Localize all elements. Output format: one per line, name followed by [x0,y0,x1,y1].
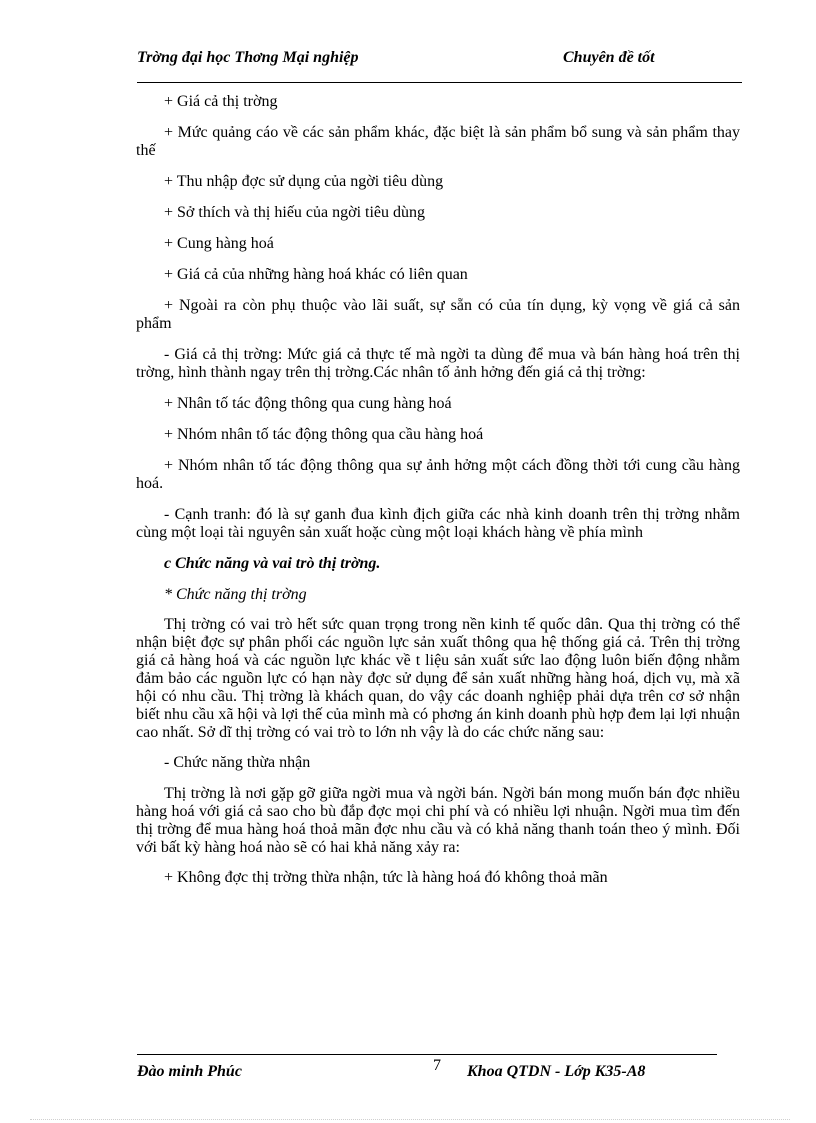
page-header [137,48,742,83]
page-number: 7 [433,1057,441,1074]
header-school: Trờng đại học Thơng Mại nghiệp [137,49,359,66]
bullet-demand-factors: + Nhóm nhân tố tác động thông qua cầu hàng hoá [164,426,484,443]
header-doc-title: Chuyên đề tốt [563,49,655,66]
bullet-income: + Thu nhập đợc sử dụng của ngời tiêu dùng [164,173,444,190]
bullet-not-recognized: + Không đợc thị trờng thừa nhận, tức là hàng hoá đó không thoả mãn [164,869,608,886]
paragraph-market-price: - Giá cả thị trờng: Mức giá cả thực tế mà ngời ta dùng để mua và bán hàng hoá trên thị trờng, hình thành ngay trên thị trờng.Các nhân tố ảnh hởng đến giá cả thị trờng: [136,346,740,381]
bullet-other-factors: + Ngoài ra còn phụ thuộc vào lãi suất, sự sẵn có của tín dụng, kỳ vọng về giá cả sản phẩm [136,297,740,332]
section-heading: c Chức năng và vai trò thị trờng. [164,555,381,572]
page-footer [137,1054,717,1085]
subsection-heading: * Chức năng thị trờng [164,586,307,603]
bullet-supply-factors: + Nhân tố tác động thông qua cung hàng hoá [164,395,452,412]
bullet-advertising: + Mức quảng cáo về các sản phẩm khác, đặc biệt là sản phẩm bổ sung và sản phẩm thay thế [136,124,740,159]
bullet-supply: + Cung hàng hoá [164,235,274,252]
paragraph-market-role: Thị trờng có vai trò hết sức quan trọng trong nền kinh tế quốc dân. Qua thị trờng có thể nhận biệt đợc sự phân phối các nguồn lực sản xuất thông qua hệ thống giá cả. Trên thị trờng giá cả hàng hoá và các nguồn lực khác về t liệu sản xuất sức lao động luôn biến động nhằm đảm bảo các nguồn lực có hạn này đợc sử dụng để sản xuất những hàng hoá, dịch vụ, mà xã hội có nhu cầu. Thị trờng là khách quan, do vậy các doanh nghiệp phải dựa trên cơ sở nhận biết nhu cầu xã hội và lợi thế của mình mà có phơng án kinh doanh phù hợp đem lại lợi nhuận cao nhất. Sở dĩ thị trờng có vai trò to lớn nh vậy là do các chức năng sau: [136,616,740,741]
document-body [136,93,740,900]
subheading-recognition: - Chức năng thừa nhận [164,754,311,771]
paragraph-competition: - Cạnh tranh: đó là sự ganh đua kình địch giữa các nhà kinh doanh trên thị trờng nhằm cùng một loại tài nguyên sản xuất hoặc cùng một loại khách hàng về phía mình [136,506,740,541]
bullet-simultaneous-factors: + Nhóm nhân tố tác động thông qua sự ảnh hởng một cách đồng thời tới cung cầu hàng hoá. [136,457,740,492]
footer-class-info: Khoa QTDN - Lớp K35-A8 [467,1063,646,1080]
bullet-related-prices: + Giá cả của những hàng hoá khác có liên quan [164,266,468,283]
bullet-market-price: + Giá cả thị trờng [164,93,278,110]
footer-author: Đào minh Phúc [137,1063,242,1080]
paragraph-buyers-sellers: Thị trờng là nơi gặp gỡ giữa ngời mua và ngời bán. Ngời bán mong muốn bán đợc nhiều hàng hoá với giá cả sao cho bù đắp đợc mọi chi phí và có nhiều lợi nhuận. Ngời mua tìm đến thị trờng để mua hàng hoá thoả mãn đợc nhu cầu và có khả năng thanh toán theo ý mình. Đối với bất kỳ hàng hoá nào sẽ có hai khả năng xảy ra: [136,785,740,856]
bullet-preferences: + Sở thích và thị hiếu của ngời tiêu dùng [164,204,426,221]
page-boundary-line [30,1119,790,1120]
